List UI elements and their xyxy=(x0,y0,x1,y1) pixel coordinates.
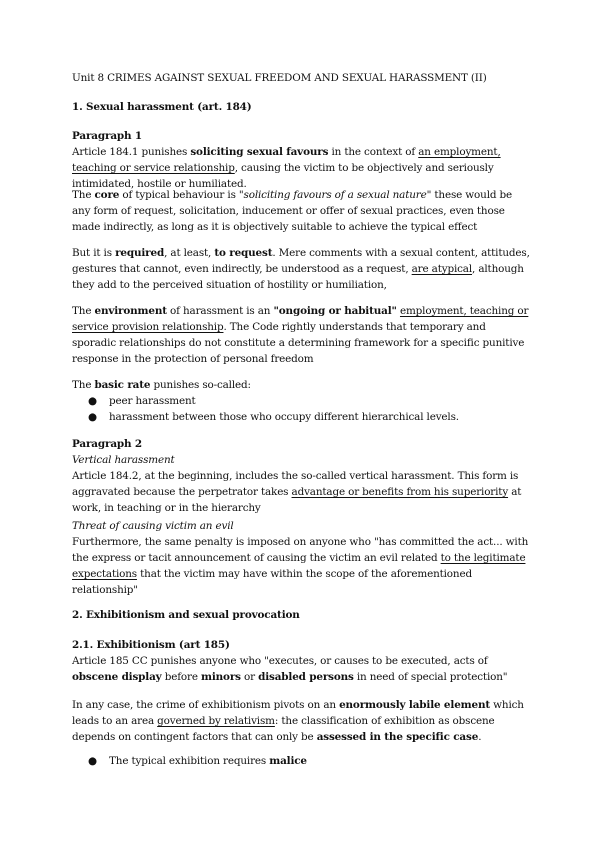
basic-rate-paragraph xyxy=(72,377,532,393)
vertical-harassment-subheading: Vertical harassment xyxy=(72,454,175,466)
text-run: , although they add to the perceived situation of hostility or humiliation, xyxy=(72,263,524,291)
italic-run: "soliciting favours of a sexual nature" xyxy=(238,189,432,201)
underlined-run: employment, teaching or service provision relationship xyxy=(72,305,529,333)
text-run: of typical behaviour is xyxy=(119,189,239,201)
bold-run: disabled persons xyxy=(258,671,354,683)
text-run: , at least, xyxy=(164,247,215,259)
bold-run: malice xyxy=(269,755,307,767)
bold-run: assessed in the specific case xyxy=(316,731,479,743)
text-run: Article 184.2, at the beginning, includes the so-called vertical harassment. This form is aggravated because the perpetrator takes xyxy=(72,470,519,498)
text-run: or xyxy=(240,671,259,683)
bold-run: core xyxy=(94,189,120,201)
bold-run: enormously labile element xyxy=(339,699,491,711)
text-run: The xyxy=(72,379,95,391)
text-run: The xyxy=(72,189,95,201)
bold-run: "ongoing or habitual" xyxy=(273,305,397,317)
text-run: of harassment is an xyxy=(166,305,274,317)
text-run: in the context of xyxy=(328,146,419,158)
text-run: : the classification of exhibition as obscene depends on contingent factors that can only be xyxy=(72,715,495,743)
environment-paragraph xyxy=(72,303,532,367)
paragraph-1-block xyxy=(72,128,532,192)
bold-run: obscene display xyxy=(72,671,162,683)
text-run: The typical exhibition requires xyxy=(109,755,270,767)
malice-list xyxy=(72,753,532,769)
section-1-heading xyxy=(72,99,532,115)
text-run: In any case, the crime of exhibitionism pivots on an xyxy=(72,699,340,711)
section-2-heading-text: 2. Exhibitionism and sexual provocation xyxy=(72,609,300,621)
in-any-case-paragraph xyxy=(72,697,532,745)
underlined-run: governed by relativism xyxy=(157,715,275,727)
text-run: before xyxy=(161,671,201,683)
underlined-run: to the legitimate expectations xyxy=(72,552,526,580)
threat-block xyxy=(72,518,532,598)
bold-run: required xyxy=(115,247,165,259)
text-run: Furthermore, the same penalty is imposed on anyone who "has committed the act... with the express or tacit announcement of causing the victim an evil related xyxy=(72,536,529,564)
section-2-1-block xyxy=(72,637,532,685)
core-paragraph xyxy=(72,187,532,235)
text-run: Article 185 CC punishes anyone who "executes, or causes to be executed, acts of xyxy=(72,655,488,667)
text-run: Article 184.1 punishes xyxy=(72,146,191,158)
bold-run: basic rate xyxy=(94,379,151,391)
underlined-run: an employment, teaching or service relationship xyxy=(72,146,501,174)
bullet-icon: ● xyxy=(88,755,97,767)
title-text: Unit 8 CRIMES AGAINST SEXUAL FREEDOM AND SEXUAL HARASSMENT (II) xyxy=(72,72,487,84)
underlined-run: advantage or benefits from his superiority xyxy=(291,486,509,498)
bold-run: environment xyxy=(94,305,167,317)
text-run: in need of special protection" xyxy=(353,671,508,683)
bold-run: minors xyxy=(201,671,241,683)
text-run: which leads to an area xyxy=(72,699,524,727)
text-run: at work, in teaching or in the hierarchy xyxy=(72,486,522,514)
text-run: , causing the victim to be objectively and seriously intimidated, hostile or humiliated. xyxy=(72,162,494,190)
list-item xyxy=(72,393,532,409)
bold-run: to request xyxy=(214,247,273,259)
text-run: . xyxy=(478,731,482,743)
threat-subheading: Threat of causing victim an evil xyxy=(72,520,234,532)
text-run: punishes so-called: xyxy=(150,379,251,391)
paragraph-2-block xyxy=(72,436,532,516)
text-run: that the victim may have within the scope of the aforementioned relationship" xyxy=(72,568,472,596)
list-item xyxy=(72,753,532,769)
section-2-1-heading: 2.1. Exhibitionism (art 185) xyxy=(72,639,230,651)
bullet-icon: ● xyxy=(88,395,97,407)
list-item-text: harassment between those who occupy different hierarchical levels. xyxy=(109,411,459,423)
paragraph-1-heading: Paragraph 1 xyxy=(72,130,142,142)
text-run: The xyxy=(72,305,95,317)
section-2-heading xyxy=(72,607,532,623)
basic-rate-list xyxy=(72,393,532,425)
underlined-run: are atypical xyxy=(411,263,473,275)
list-item xyxy=(72,409,532,425)
section-1-heading-text: 1. Sexual harassment (art. 184) xyxy=(72,101,252,113)
document-title xyxy=(72,70,532,86)
list-item-text: peer harassment xyxy=(109,395,196,407)
bold-run: soliciting sexual favours xyxy=(190,146,329,158)
text-run: these would be any form of request, solicitation, inducement or offer of sexual practices, even those made indirectly, as long as it is objectively suitable to achieve the typical effect xyxy=(72,189,513,233)
text-run: But it is xyxy=(72,247,116,259)
text-run: . The Code rightly understands that temporary and sporadic relationships do not constitute a determining framework for a specific punitive response in the protection of personal freedom xyxy=(72,321,525,365)
required-paragraph xyxy=(72,245,532,293)
text-run: . Mere comments with a sexual content, attitudes, gestures that cannot, even indirectly, be understood as a request, xyxy=(72,247,530,275)
bullet-icon: ● xyxy=(88,411,97,423)
paragraph-2-heading: Paragraph 2 xyxy=(72,438,142,450)
